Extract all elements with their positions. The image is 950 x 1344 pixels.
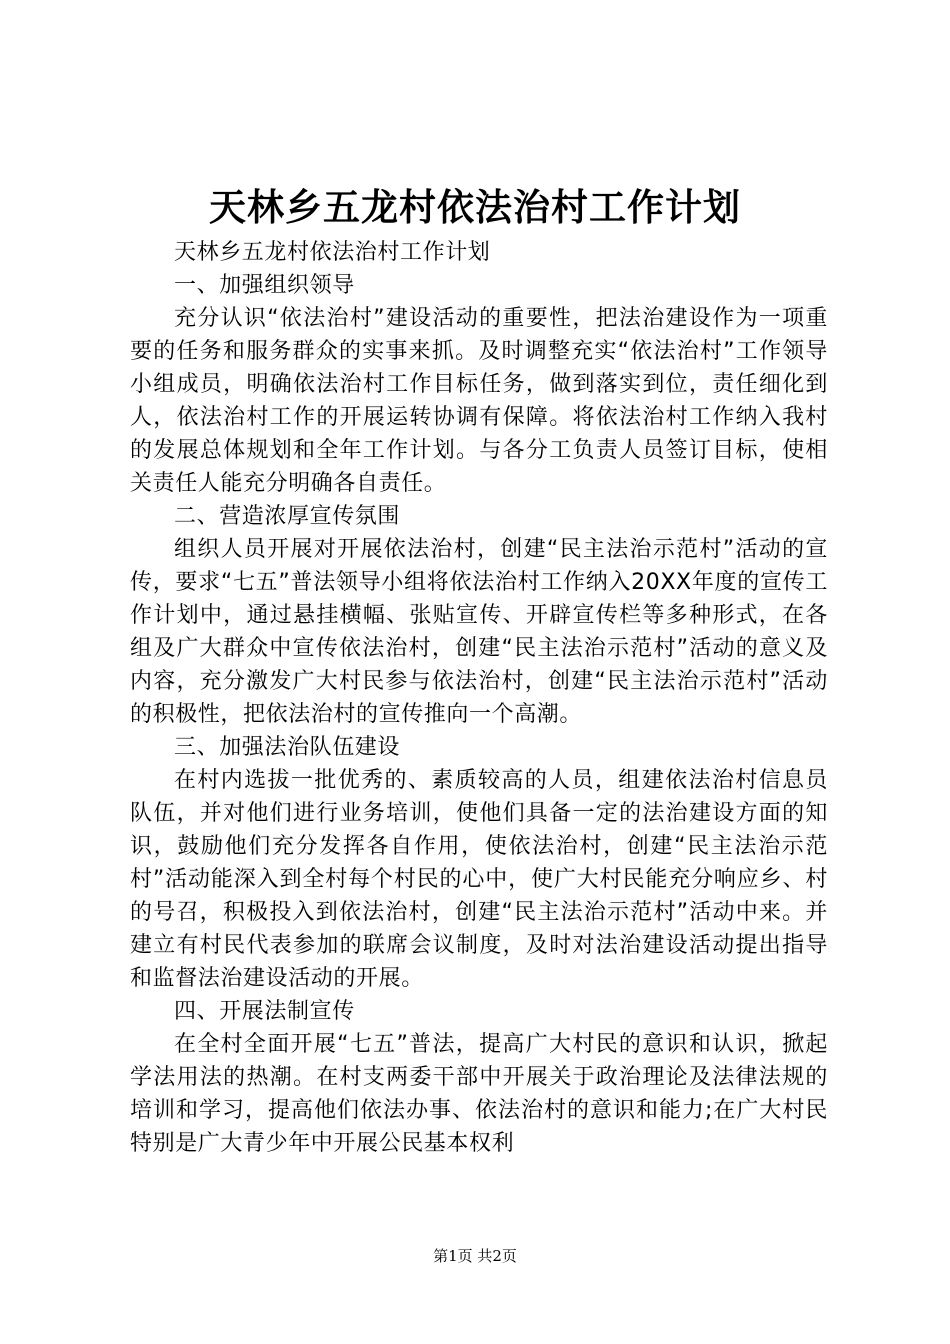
document-title: 天林乡五龙村依法治村工作计划 bbox=[209, 185, 741, 229]
paragraph-2: 组织人员开展对开展依法治村，创建“民主法治示范村”活动的宣传，要求“七五”普法领导小组将依法治村工作纳入20XX年度的宣传工作计划中，通过悬挂横幅、张贴宣传、开辟宣传栏等多种形式，在各组及广大群众中宣传依法治村，创建“民主法治示范村”活动的意义及内容，充分激发广大村民参与依法治村，创建“民主法治示范村”活动的积极性，把依法治村的宣传推向一个高潮。 bbox=[130, 537, 828, 727]
document-body bbox=[130, 236, 828, 1160]
section-heading-1: 一、加强组织领导 bbox=[174, 273, 355, 298]
paragraph-4: 在全村全面开展“七五”普法，提高广大村民的意识和认识，掀起学法用法的热潮。在村支两委干部中开展关于政治理论及法律法规的培训和学习，提高他们依法办事、依法治村的意识和能力;在广大村民特别是广大青少年中开展公民基本权利 bbox=[130, 1032, 828, 1156]
section-heading-2: 二、营造浓厚宣传氛围 bbox=[174, 504, 401, 529]
paragraph-heading: 天林乡五龙村依法治村工作计划 bbox=[174, 240, 491, 265]
section-heading-3: 三、加强法治队伍建设 bbox=[174, 735, 401, 760]
section-heading-4: 四、开展法制宣传 bbox=[174, 999, 355, 1024]
paragraph-3: 在村内选拔一批优秀的、素质较高的人员，组建依法治村信息员队伍，并对他们进行业务培训，使他们具备一定的法治建设方面的知识，鼓励他们充分发挥各自作用，使依法治村，创建“民主法治示范村”活动能深入到全村每个村民的心中，使广大村民能充分响应乡、村的号召，积极投入到依法治村，创建“民主法治示范村”活动中来。并建立有村民代表参加的联席会议制度，及时对法治建设活动提出指导和监督法治建设活动的开展。 bbox=[130, 768, 828, 991]
paragraph-1: 充分认识“依法治村”建设活动的重要性，把法治建设作为一项重要的任务和服务群众的实事来抓。及时调整充实“依法治村”工作领导小组成员，明确依法治村工作目标任务，做到落实到位，责任细化到人，依法治村工作的开展运转协调有保障。将依法治村工作纳入我村的发展总体规划和全年工作计划。与各分工负责人员签订目标，使相关责任人能充分明确各自责任。 bbox=[130, 306, 828, 496]
page-number-footer: 第1页 共2页 bbox=[433, 1247, 517, 1265]
